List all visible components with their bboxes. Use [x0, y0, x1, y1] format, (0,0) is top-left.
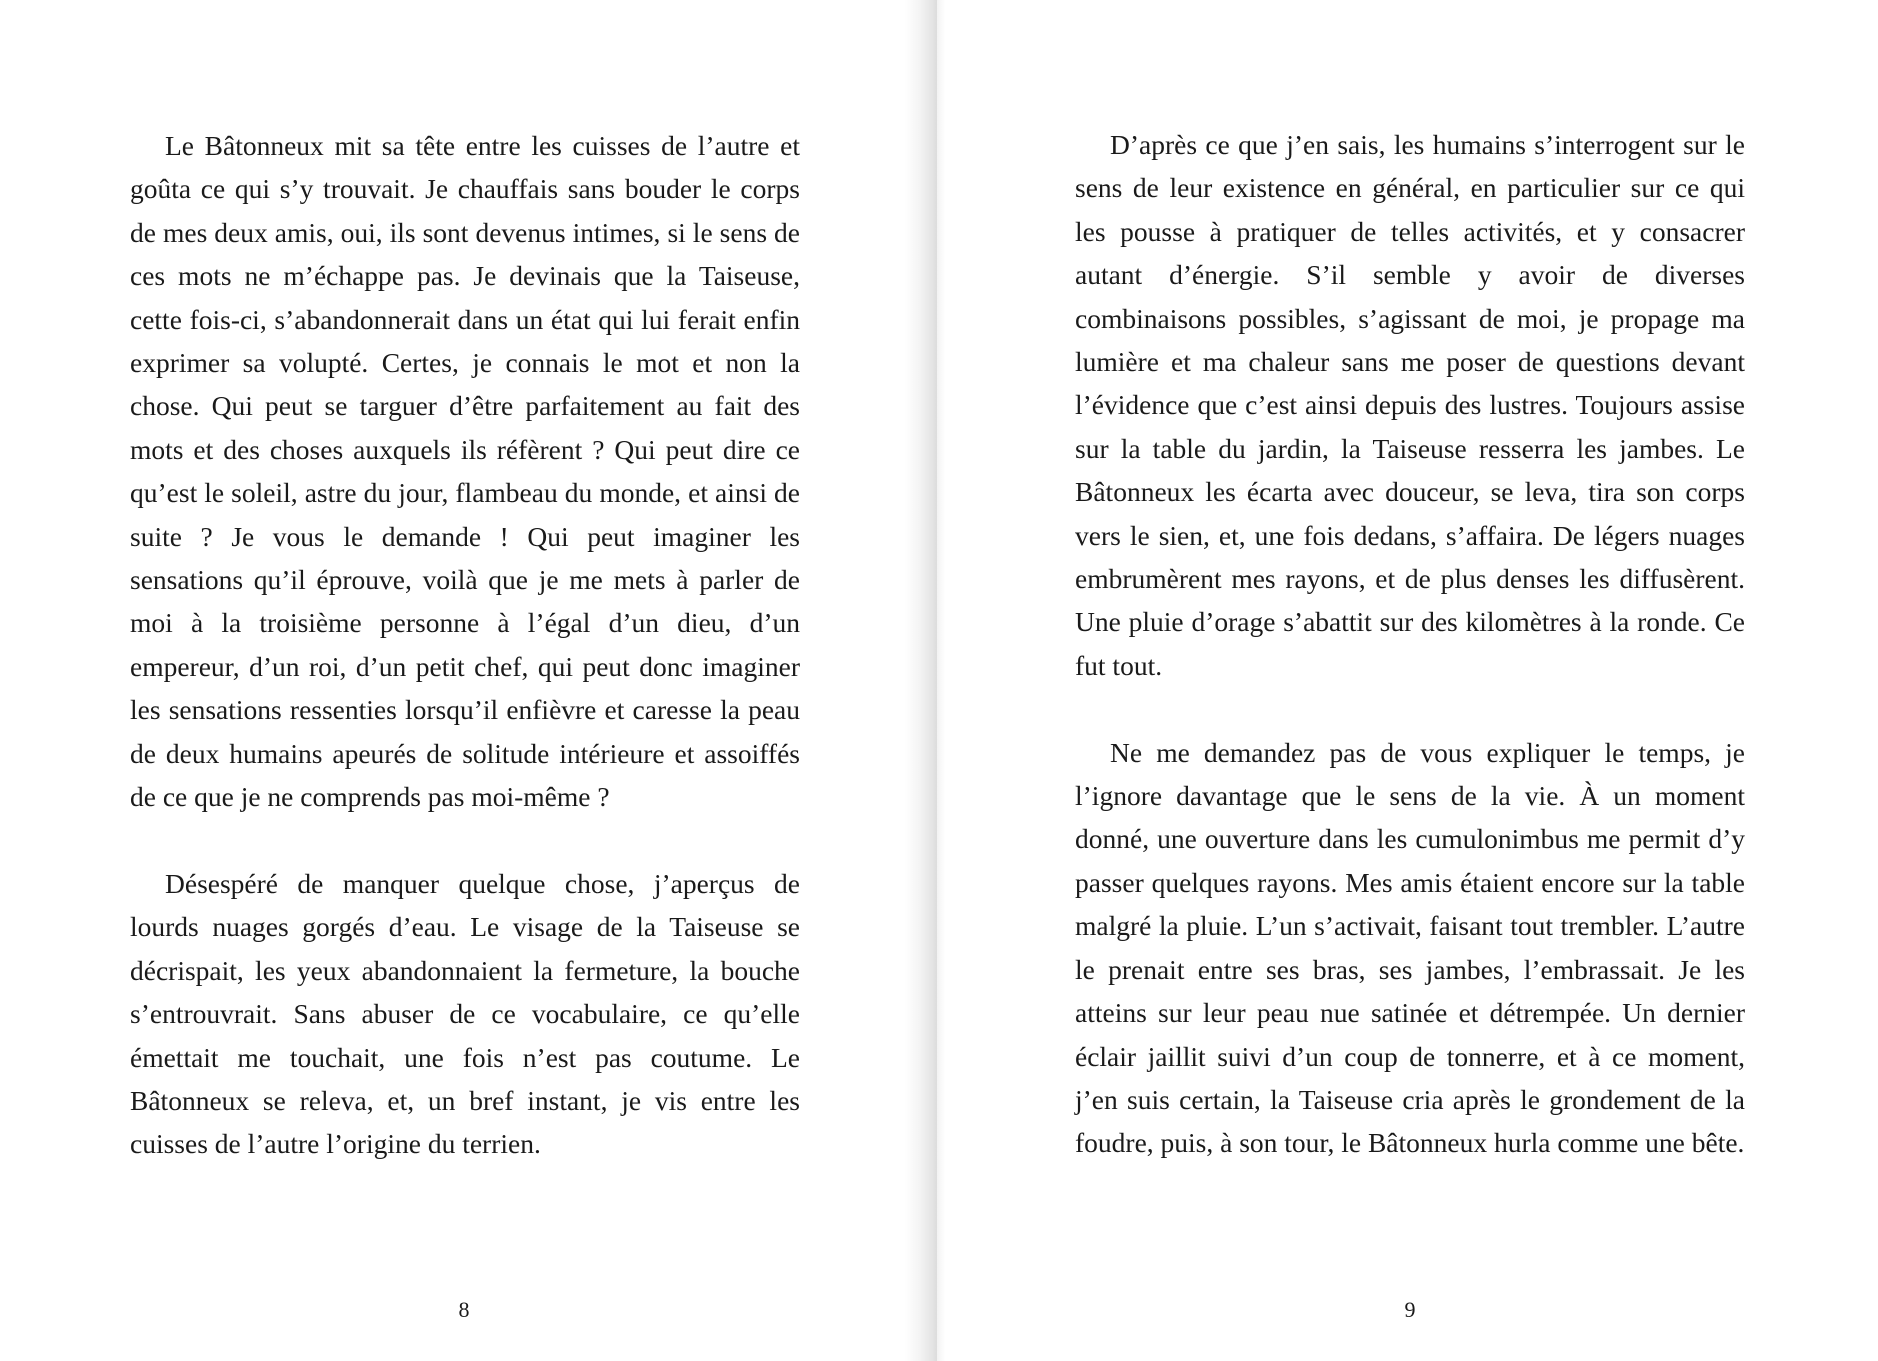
- paragraph: D’après ce que j’en sais, les humains s’interrogent sur le sens de leur existence en général, en particulier sur ce qui les pousse à pratiquer de telles activités, et y consacrer autant d’énergie. S’il semble y avoir de diverses combinaisons possibles, s’agissant de moi, je propage ma lumière et ma chaleur sans me poser de questions devant l’évidence que c’est ainsi depuis des lustres. Toujours assise sur la table du jardin, la Taiseuse resserra les jambes. Le Bâtonneux les écarta avec douceur, se leva, tira son corps vers le sien, et, une fois dedans, s’affaira. De légers nuages embrumèrent mes rayons, et de plus denses les diffusèrent. Une pluie d’orage s’abattit sur des kilomètres à la ronde. Ce fut tout.: [1075, 129, 1745, 681]
- left-page-text: [130, 124, 800, 1166]
- right-page: [937, 0, 1878, 1361]
- paragraph: Le Bâtonneux mit sa tête entre les cuisses de l’autre et goûta ce qui s’y trouvait. Je chauffais sans bouder le corps de mes deux amis, oui, ils sont devenus intimes, si le sens de ces mots ne m’échappe pas. Je devinais que la Taiseuse, cette fois-ci, s’abandonnerait dans un état qui lui ferait enfin exprimer sa volupté. Certes, je connais le mot et non la chose. Qui peut se targuer d’être parfaitement au fait des mots et des choses auxquels ils réfèrent ? Qui peut dire ce qu’est le soleil, astre du jour, flambeau du monde, et ainsi de suite ? Je vous le demande ! Qui peut imaginer les sensations qu’il éprouve, voilà que je me mets à parler de moi à la troisième personne à l’égal d’un dieu, d’un empereur, d’un roi, d’un petit chef, qui peut donc imaginer les sensations ressenties lorsqu’il enfièvre et caresse la peau de deux humains apeurés de solitude intérieure et assoiffés de ce que je ne comprends pas moi-même ?: [130, 130, 800, 813]
- paragraph: Ne me demandez pas de vous expliquer le temps, je l’ignore davantage que le sens de la vie. À un moment donné, une ouverture dans les cumulonimbus me permit d’y passer quelques rayons. Mes amis étaient encore sur la table malgré la pluie. L’un s’activait, faisant tout trembler. L’autre le prenait entre ses bras, ses jambes, l’embrassait. Je les atteins sur leur peau nue satinée et détrempée. Un dernier éclair jaillit suivi d’un coup de tonnerre, et à ce moment, j’en suis certain, la Taiseuse cria après le grondement de la foudre, puis, à son tour, le Bâtonneux hurla comme une bête.: [1075, 736, 1745, 1159]
- page-number: 9: [1404, 1297, 1416, 1322]
- paragraph: Désespéré de manquer quelque chose, j’aperçus de lourds nuages gorgés d’eau. Le visage de la Taiseuse se décrispait, les yeux abandonnaient la fermeture, la bouche s’entrouvrait. Sans abuser de ce vocabulaire, ce qu’elle émettait me touchait, une fois n’est pas coutume. Le Bâtonneux se releva, et, un bref instant, je vis entre les cuisses de l’autre l’origine du terrien.: [130, 867, 800, 1160]
- binding-gutter-shadow-right: [937, 0, 945, 1361]
- left-page: [0, 0, 937, 1361]
- page-number: 8: [458, 1297, 470, 1322]
- binding-gutter-shadow: [905, 0, 937, 1361]
- right-page-text: [1075, 123, 1745, 1165]
